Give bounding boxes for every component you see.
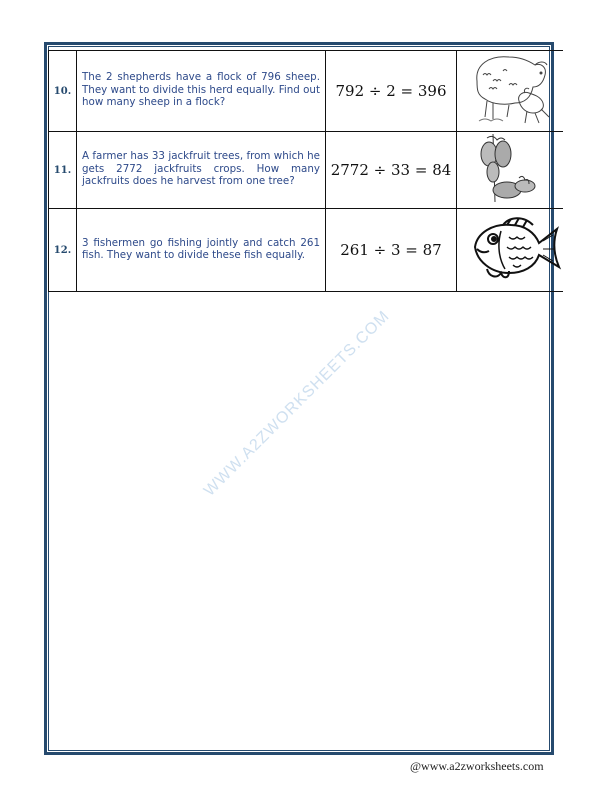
sheep-icon [469, 51, 559, 125]
problem-number: 10. [49, 51, 77, 132]
problem-question: 3 fishermen go fishing jointly and catch 261 fish. They want to divide these fish equally. [77, 209, 326, 292]
problem-image-cell [457, 51, 564, 132]
problem-equation: 792 ÷ 2 = 396 [326, 51, 457, 132]
problem-equation: 2772 ÷ 33 = 84 [326, 132, 457, 209]
footer-website: @www.a2zworksheets.com [410, 759, 544, 773]
table-row [49, 51, 564, 132]
fish-icon [467, 215, 563, 281]
problems-table [48, 50, 563, 292]
problem-number: 11. [49, 132, 77, 209]
problem-image-cell [457, 132, 564, 209]
jackfruit-icon [471, 132, 541, 204]
problem-number: 12. [49, 209, 77, 292]
problem-image-cell [457, 209, 564, 292]
table-row [49, 209, 564, 292]
problem-question: The 2 shepherds have a flock of 796 sheep. They want to divide this herd equally. Find out how many sheep in a flock? [77, 51, 326, 132]
problem-question: A farmer has 33 jackfruit trees, from which he gets 2772 jackfruits crops. How many jackfruits does he harvest from one tree? [77, 132, 326, 209]
problem-equation: 261 ÷ 3 = 87 [326, 209, 457, 292]
table-row [49, 132, 564, 209]
watermark: WWW.A2ZWORKSHEETS.COM [200, 307, 394, 500]
